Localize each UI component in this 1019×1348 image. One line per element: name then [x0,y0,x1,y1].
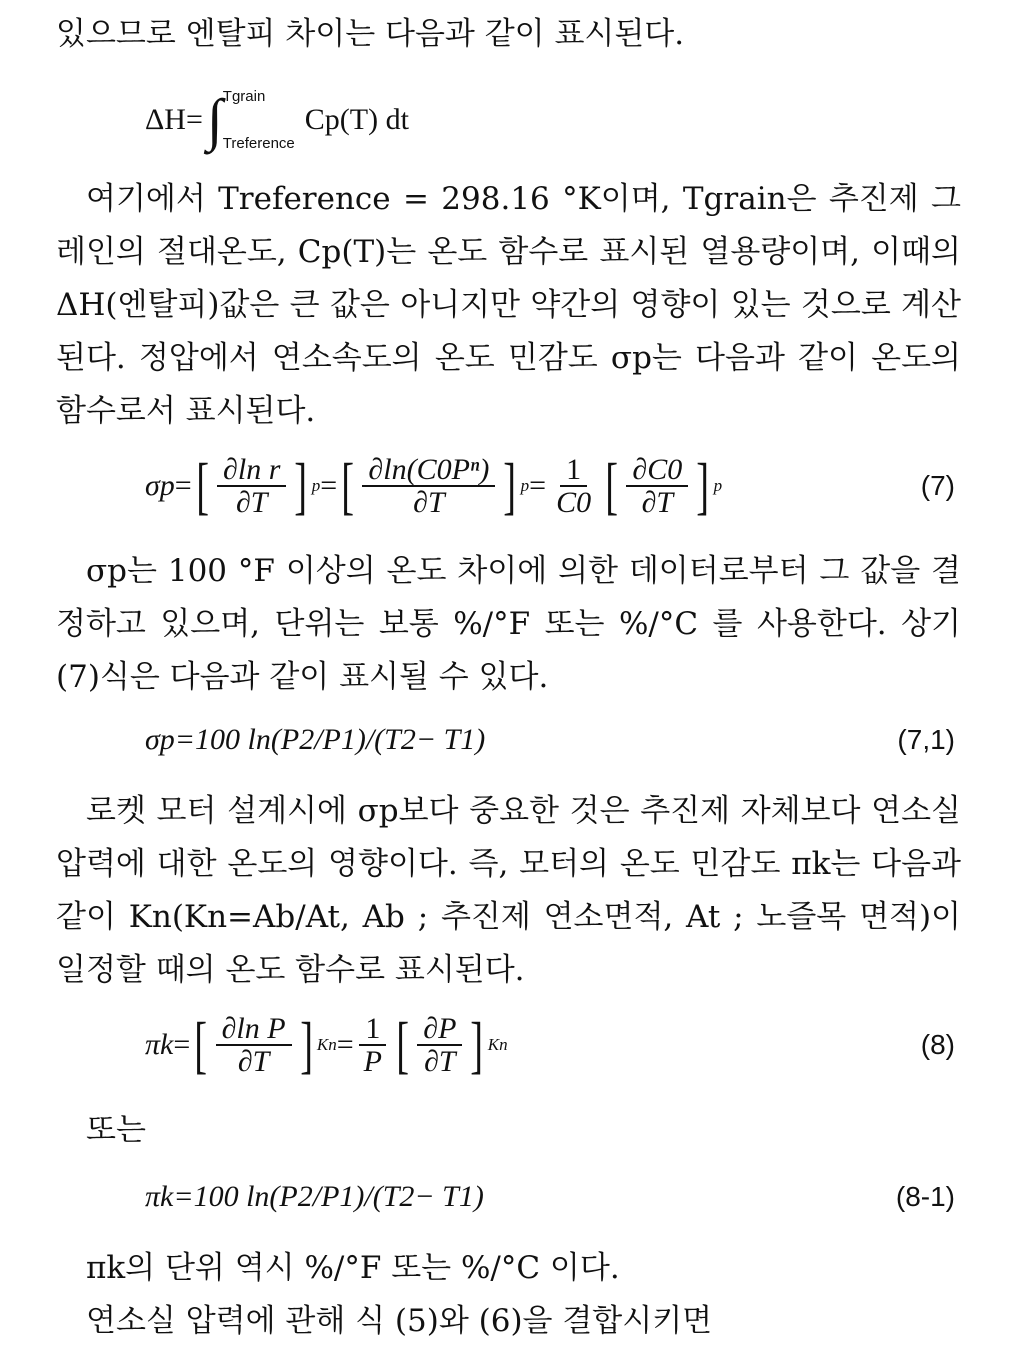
upper-limit: Tgrain [222,88,266,105]
equation-number: (7,1) [897,724,955,755]
numerator: 1 [359,1013,386,1047]
fraction [550,454,597,519]
fraction [216,1013,292,1078]
paragraph-or [56,1104,961,1157]
paragraph-explanation [56,173,961,438]
fraction [626,454,688,519]
denominator: ∂T [235,486,268,519]
fraction [217,454,286,519]
equation-number: (8-1) [895,1181,955,1212]
paragraph-text: 여기에서 Treference = 298.16 °K이며, Tgrain은 추진제 그레인의 절대온도, Cp(T)는 온도 함수로 표시된 열용량이며, 이때의 ΔH(엔탈피)값은 큰 값은 아니지만 약간의 영향이 있는 것으로 계산된다. 정압에서 연소속도의 온도 민감도 σp는 다음과 같이 온도의 함수로서 표시된다. [56,181,961,429]
integral-limits [223,88,295,152]
numerator: 1 [560,454,587,488]
equation-number: (8) [920,1029,955,1060]
paragraph-motor [56,785,961,997]
paragraph-unit-note [56,1242,961,1348]
paragraph-text: 로켓 모터 설계시에 σp보다 중요한 것은 추진제 자체보다 연소실 압력에 대한 온도의 영향이다. 즉, 모터의 온도 민감도 πk는 다음과 같이 Kn(Kn=Ab/At, Ab ; 추진제 연소면적, At ; 노즐목 면적)이 일정할 때의 온도 함수로 표시된다. [56,793,961,988]
denominator: C0 [556,486,592,519]
eq-lhs: ΔH [145,103,186,136]
equation-body: πk = [ $\frac{\text{∂ln P}}{\partial T}$ ] Kn = $\frac{1}{P}$ [ $\frac{\partial P}{\partial T}$ ] Kn [145,1009,508,1080]
equation-7 [0,446,1019,526]
subscript: Kn [487,1035,508,1054]
eq-lhs: πk [145,1028,174,1061]
equation-enthalpy [0,80,1019,160]
equation-body: σp=100 ln(P2/P1)/(T2− T1) [145,723,486,756]
numerator: ∂C0 [626,454,688,488]
paragraph-text: 또는 [86,1112,146,1148]
numerator: ∂ln(C0Pⁿ) [362,454,495,488]
numerator: ∂ln P [216,1013,292,1047]
equation-body: σp = [ $\frac{\text{∂ln r}}{\partial T}$ ] p = [ $\frac{\text{∂ln(C0Pⁿ)}}{\partial T}$ ] p = $\frac{1}{C0}$ [ $\frac{\partial C0}{\partial T}$ ] p [145,450,723,521]
subscript: p [520,476,530,495]
paragraph-intro [56,8,961,61]
eq-lhs: σp [145,469,175,502]
numerator: ∂P [417,1013,462,1047]
paragraph-text: 있으므로 엔탈피 차이는 다음과 같이 표시된다. [56,16,685,52]
denominator: ∂T [641,486,674,519]
paragraph-text: πk의 단위 역시 %/°F 또는 %/°C 이다. [86,1250,620,1286]
integrand: Cp(T) dt [304,103,409,136]
subscript: Kn [316,1035,337,1054]
integral-sign: ∫ [206,87,223,152]
lower-limit: Treference [222,135,295,152]
denominator: ∂T [424,1045,456,1078]
subscript: p [311,476,321,495]
equation-number: (7) [920,470,955,501]
equation-8 [0,1005,1019,1085]
equation-7-1 [0,700,1019,780]
fraction [417,1013,462,1078]
equation-body: ΔH = ∫ Tgrain Treference Cp(T) dt [145,87,409,152]
paragraph-units [56,545,961,704]
fraction [362,454,495,519]
denominator: ∂T [237,1045,270,1078]
numerator: ∂ln r [217,454,286,488]
subscript: p [713,476,723,495]
fraction [358,1013,388,1078]
paragraph-text: σp는 100 °F 이상의 온도 차이에 의한 데이터로부터 그 값을 결정하고 있으며, 단위는 보통 %/°F 또는 %/°C 를 사용한다. 상기 (7)식은 다음과 같이 표시될 수 있다. [56,553,961,695]
paragraph-text: 연소실 압력에 관해 식 (5)와 (6)을 결합시키면 [86,1303,713,1339]
equation-body: πk=100 ln(P2/P1)/(T2− T1) [145,1180,484,1213]
denominator: P [363,1045,382,1078]
denominator: ∂T [413,486,445,519]
equation-8-1 [0,1157,1019,1237]
